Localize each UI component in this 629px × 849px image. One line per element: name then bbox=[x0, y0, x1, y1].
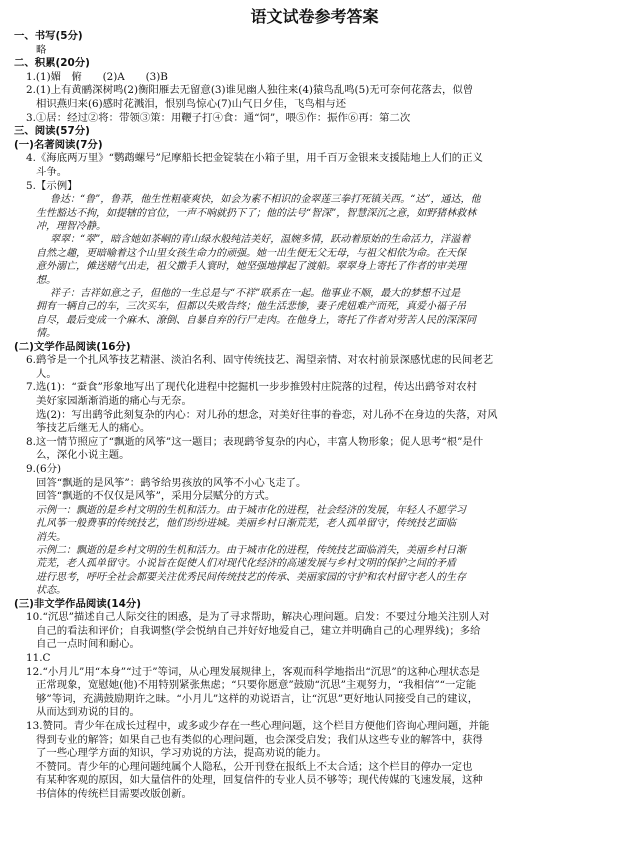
answer-13-line-5: 有某种客观的原因，如大量信件的处理，回复信件的专业人员不够等；现代传媒的飞速发展，这种 bbox=[36, 774, 483, 787]
answer-7-line-4: 筝技艺后继无人的痛心。 bbox=[36, 422, 151, 435]
example-luda-2: 生性豁达不拘，如提辖的官位，一声不响就扔下了；他的法号“智深”，智慧深沉之意，如野猪林救林 bbox=[36, 207, 477, 219]
section-heading-writing: 一、书写(5分) bbox=[14, 30, 83, 42]
answer-7-line-3: 选(2)：写出鹞爷此刻复杂的内心：对儿孙的想念，对美好往事的眷恋，对儿孙不在身边的失落，对风 bbox=[36, 408, 498, 421]
example-cuicui-3: 意外溺亡，傩送赌气出走，祖父撒手人寰时，她坚强地撑起了渡船。翠翠身上寄托了作者的审美理 bbox=[36, 261, 466, 273]
example-xiangzi-1: 祥子：吉祥如意之子，但他的一生总是与“不祥”联系在一起。他事业不顺，最大的梦想不过是 bbox=[50, 287, 461, 299]
answer-7-line-2: 美好家园渐渐消逝的痛心与无奈。 bbox=[36, 394, 192, 407]
writing-answer: 略 bbox=[36, 43, 47, 56]
answer-10-line-1: 10.“沉思”描述自己人际交往的困惑，是为了寻求帮助，解决心理问题。启发：不要过分地关注别人对 bbox=[26, 611, 490, 624]
answer-6-line-2: 人。 bbox=[36, 367, 57, 380]
answer-13-line-1: 13.赞同。青少年在成长过程中，或多或少存在一些心理问题，这个栏目方便他们咨询心理问题，并能 bbox=[26, 719, 490, 732]
answer-8-line-2: 么，深化小说主题。 bbox=[36, 449, 130, 462]
example-cuicui-4: 想。 bbox=[36, 274, 56, 286]
example-xiangzi-4: 情。 bbox=[36, 328, 56, 340]
answer-11: 11.C bbox=[26, 651, 51, 664]
answer-2-line-1: 2.(1)上有黄鹂深树鸣(2)衡阳雁去无留意(3)谁见幽人独往来(4)猿鸟乱鸣(5)无可奈何花落去，似曾 bbox=[26, 84, 474, 97]
answer-12-line-3: 够”等词，充满鼓励期许之昧。“小月儿”这样的劝说语言，让“沉思”更好地认同接受自己的建议， bbox=[36, 692, 479, 705]
answer-8-line-1: 8.这一情节照应了“飘逝的风筝”这一题目；表现鹞爷复杂的内心，丰富人物形象；促人思考“根”是什 bbox=[26, 435, 484, 448]
answer-10-line-2: 自己的看法和评价；自我调整(学会悦纳自己并好好地爱自己，建立并明确自己的心理界线)；多给 bbox=[36, 624, 481, 637]
answer-1: 1.(1)媚 俯 (2)A (3)B bbox=[26, 70, 168, 83]
example-luda-3: 冲，理智冷静。 bbox=[36, 220, 106, 232]
answer-12-line-1: 12.“小月儿”用“本身”“过于”等词，从心理发展规律上，客观而科学地指出“沉思”的这种心理状态是 bbox=[26, 665, 480, 678]
answer-12-line-2: 正常现象，宽慰她(他)不用特别紧张焦虑；“只要你愿意”鼓励“沉思”主观努力，“我相信”“一定能 bbox=[36, 679, 477, 692]
example-cuicui-1: 翠翠：“翠”，暗含她如茶峒的青山绿水般纯洁美好，温婉多情，跃动着原始的生命活力，洋溢着 bbox=[50, 234, 471, 246]
answer-5-label: 5.【示例】 bbox=[26, 179, 78, 192]
answer-9-example-1-line-2: 扎风筝一般费事的传统技艺，他们纷纷进城。美丽乡村日渐荒芜，老人孤单留守，传统技艺面临 bbox=[36, 518, 456, 530]
subsection-heading-nonliterature: (三)非文学作品阅读(14分) bbox=[14, 597, 141, 610]
answer-9-example-1-line-3: 消失。 bbox=[36, 531, 66, 543]
section-heading-reading: 三、阅读(57分) bbox=[14, 125, 90, 138]
answer-13-line-6: 书信体的传统栏目需要改版创新。 bbox=[36, 787, 192, 800]
answer-13-line-3: 了一些心理学方面的知识，学习劝说的方法，提高劝说的能力。 bbox=[36, 747, 327, 760]
answer-12-line-4: 从而达到劝说的目的。 bbox=[36, 706, 140, 719]
answer-13-line-2: 得到专业的解答；如果自己也有类似的心理问题，也会深受启发；我们从这些专业的解答中，获得 bbox=[36, 733, 483, 746]
answer-9-line-1: 回答“飘逝的是风筝”：鹞爷给男孩放的风筝不小心飞走了。 bbox=[36, 476, 307, 489]
subsection-heading-literature: (二)文学作品阅读(16分) bbox=[14, 340, 131, 353]
example-xiangzi-2: 拥有一辆自己的车，三次买车，但都以失败告终；他生活悲惨，妻子虎妞难产而死，真爱小福子吊 bbox=[36, 301, 466, 313]
page-title: 语文试卷参考答案 bbox=[250, 7, 379, 26]
answer-9-example-2-line-4: 状态。 bbox=[36, 585, 66, 597]
answer-6-line-1: 6.鹞爷是一个扎风筝技艺精湛、淡泊名利、固守传统技艺、渴望亲情、对农村前景深感忧虑的民间老艺 bbox=[26, 354, 494, 367]
answer-9-example-2-line-3: 进行思考，呼吁全社会都要关注优秀民间传统技艺的传承、美丽家园的守护和农村留守老人的生存 bbox=[36, 571, 466, 583]
answer-4-line-2: 斗争。 bbox=[36, 165, 68, 178]
example-cuicui-2: 自然之趣，更暗喻着这个山里女孩生命力的顽强。她一出生便无父无母，与祖父相依为命。在天保 bbox=[36, 247, 466, 259]
answer-10-line-3: 自己一点时间和耐心。 bbox=[36, 638, 140, 651]
answer-13-line-4: 不赞同。青少年的心理问题纯属个人隐私，公开刊登在报纸上不太合适；这个栏目的停办一定也 bbox=[36, 760, 473, 773]
subsection-heading-classics: (一)名著阅读(7分) bbox=[14, 138, 103, 151]
answer-9-example-2-line-2: 荒芜，老人孤单留守。小说旨在促使人们对现代化经济的高速发展与乡村文明的保护之间的矛盾 bbox=[36, 558, 456, 570]
section-heading-accumulation: 二、积累(20分) bbox=[14, 57, 90, 70]
answer-2-line-2: 相识燕归来(6)感时花溅泪，恨别鸟惊心(7)山气日夕佳，飞鸟相与还 bbox=[36, 97, 346, 110]
answer-3: 3.①居：经过②将：带领③策：用鞭子打④食：通“饲”，喂⑤作：振作⑥再：第二次 bbox=[26, 111, 411, 124]
answer-7-line-1: 7.选(1)：“蚕食”形象地写出了现代化进程中挖掘机一步步推毁村庄院落的过程，传达出鹞爷对农村 bbox=[26, 381, 477, 394]
answer-9-line-2: 回答“飘逝的不仅仅是风筝”，采用分层赋分的方式。 bbox=[36, 490, 276, 503]
example-luda-1: 鲁达：“鲁”，鲁莽，他生性粗豪爽快，如会为素不相识的金翠莲三拳打死镇关西。“达”，通达，他 bbox=[50, 194, 481, 206]
example-xiangzi-3: 自尽，最后变成一个麻木、潦倒、自暴自弃的行尸走肉。在他身上，寄托了作者对劳苦人民的深深同 bbox=[36, 314, 476, 326]
answer-4-line-1: 4.《海底两万里》“鹦鹉螺号”尼摩船长把金锭装在小箱子里，用千百万金银来支援陆地上人们的正义 bbox=[26, 152, 483, 165]
answer-9-example-2-line-1: 示例二：飘逝的是乡村文明的生机和活力。由于城市化的进程，传统技艺面临消失，美丽乡村日渐 bbox=[36, 544, 466, 556]
answer-9-label: 9.(6分) bbox=[26, 462, 62, 475]
answer-9-example-1-line-1: 示例一：飘逝的是乡村文明的生机和活力。由于城市化的进程，社会经济的发展，年轻人不愿学习 bbox=[36, 504, 466, 516]
